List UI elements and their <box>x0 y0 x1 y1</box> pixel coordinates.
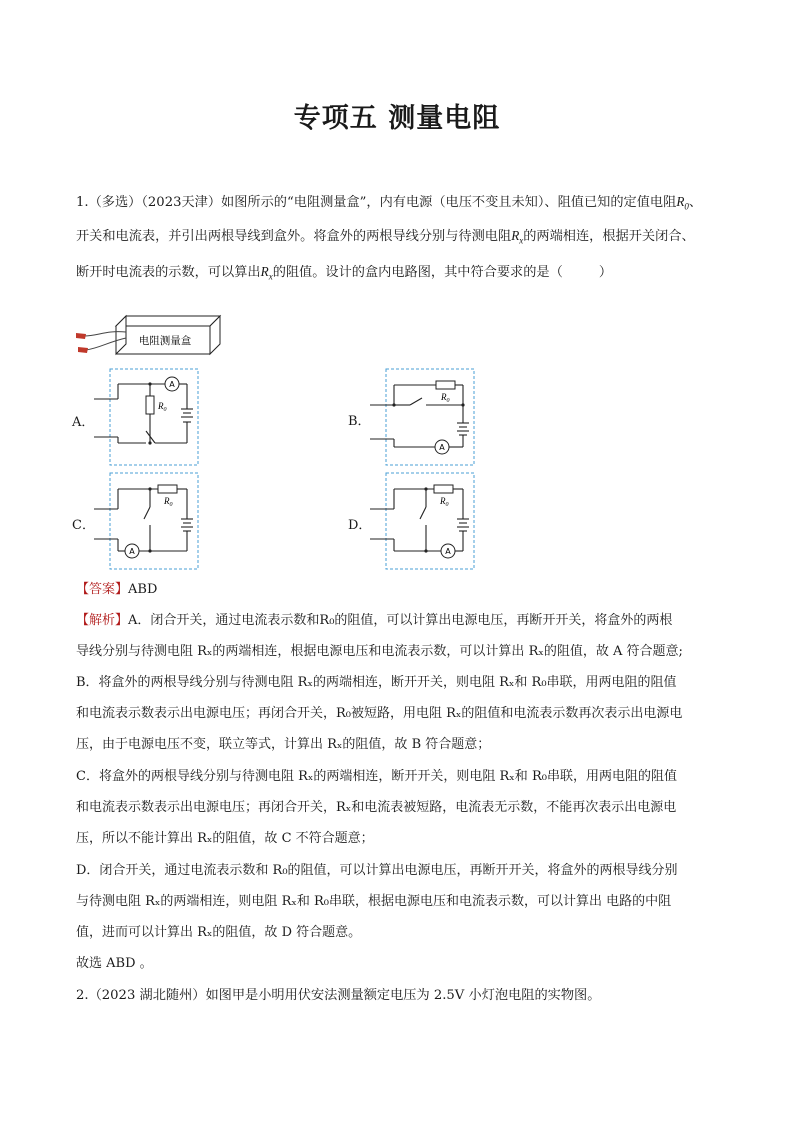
answer-tag: 【答案】 <box>76 582 129 597</box>
question-1-line-3 <box>76 257 726 292</box>
circuit-diagram-c <box>92 471 202 571</box>
box-label: 电阻测量盒 <box>138 335 192 347</box>
analysis-line-9: D．闭合开关，通过电流表示数和 R₀的阻值，可以计算出电源电压，再断开开关，将盒外的两根导线分别 <box>76 863 678 878</box>
circuit-diagram-a <box>92 367 202 467</box>
analysis-line-3: B．将盒外的两根导线分别与待测电阻 Rₓ的两端相连，断开开关，则电阻 Rₓ和 R₀串联，用两电阻的阻值 <box>76 675 677 690</box>
resistor-r0 <box>146 396 154 414</box>
probe-clip-1 <box>76 333 86 339</box>
analysis-line-10: 与待测电阻 Rₓ的两端相连，则电阻 Rₓ和 R₀串联，根据电源电压和电流表示数，可以计算出 电路的中阻 <box>76 894 672 909</box>
analysis-tag: 【解析】 <box>76 613 129 628</box>
option-c-label: C． <box>72 518 95 533</box>
circuit-diagram-b <box>368 367 478 467</box>
conclusion-line: 故选 ABD 。 <box>76 956 153 971</box>
option-b-label: B． <box>348 414 371 429</box>
analysis-line-1: 【解析】A．闭合开关，通过电流表示数和R₀的阻值，可以计算出电源电压，再断开开关，将盒外的两根 <box>76 613 673 628</box>
q1-text-2a: 开关和电流表，并引出两根导线到盒外。将盒外的两根导线分别与待测电阻 <box>76 229 512 244</box>
analysis-line-4: 和电流表示数表示出电源电压；再闭合开关，R₀被短路，用电阻 Rₓ的阻值和电流表示数再次表示出电源电 <box>76 706 683 721</box>
svg-text:A: A <box>129 547 135 556</box>
option-a-label: A． <box>72 415 95 430</box>
answer-line <box>76 574 726 605</box>
svg-text:R0: $R_0$ <box>158 401 167 413</box>
analysis-line-8: 压，所以不能计算出 Rₓ的阻值，故 C 不符合题意； <box>76 831 374 846</box>
resistor-r0 <box>434 485 453 493</box>
q1-text-2b: 的两端相连，根据开关闭合、 <box>523 229 695 244</box>
svg-text:R0: $R_0$ <box>441 392 450 404</box>
page-title: 专项五 测量电阻 <box>293 103 501 134</box>
q1-text-3a: 断开时电流表的示数，可以算出 <box>76 265 261 280</box>
analysis-line-7: 和电流表示数表示出电源电压；再闭合开关，Rₓ和电流表被短路，电流表无示数，不能再次表示出电源电 <box>76 800 677 815</box>
svg-text:A: A <box>445 547 451 556</box>
analysis-line-6: C．将盒外的两根导线分别与待测电阻 Rₓ的两端相连，断开开关，则电阻 Rₓ和 R₀串联，用两电阻的阻值 <box>76 769 677 784</box>
svg-text:A: A <box>439 443 445 452</box>
svg-text:A: A <box>169 380 175 389</box>
probe-clip-2 <box>78 347 88 353</box>
resistor-r0 <box>436 381 455 389</box>
symbol-rx: $R_x$ <box>511 228 524 246</box>
answer-value: ABD <box>128 582 158 597</box>
question-1-line-1 <box>76 187 726 222</box>
analysis-line-5: 压，由于电源电压不变，联立等式，计算出 Rₓ的阻值，故 B 符合题意； <box>76 737 491 752</box>
svg-text:R0: $R_0$ <box>164 496 173 508</box>
q1-text-3b: 的阻值。设计的盒内电路图，其中符合要求的是（ <box>272 265 563 280</box>
question-1-line-2 <box>76 221 726 256</box>
resistor-r0 <box>158 485 177 493</box>
resistance-box-illustration <box>70 306 230 364</box>
svg-text:R0: $R_0$ <box>440 496 449 508</box>
option-d-label: D． <box>348 518 372 533</box>
symbol-rx-2: $R_x$ <box>260 264 273 282</box>
question-2: 2.（2023 湖北随州）如图甲是小明用伏安法测量额定电压为 2.5V 小灯泡电阻的实物图。 <box>76 988 601 1003</box>
q1-text-3c: ） <box>598 265 612 280</box>
symbol-r0: $R_0$ <box>676 194 689 212</box>
circuit-diagram-d <box>368 471 478 571</box>
analysis-line-2: 导线分别与待测电阻 Rₓ的两端相连，根据电源电压和电流表示数，可以计算出 Rₓ的阻值，故 A 符合题意; <box>76 644 683 659</box>
analysis-line-11: 值，进而可以计算出 Rₓ的阻值，故 D 符合题意。 <box>76 925 362 940</box>
q1-text-1b: 、 <box>688 195 703 210</box>
q1-text-1a: 1.（多选）（2023天津）如图所示的“电阻测量盒”，内有电源（电压不变且未知）、阻值已知的定值电阻 <box>76 195 677 210</box>
